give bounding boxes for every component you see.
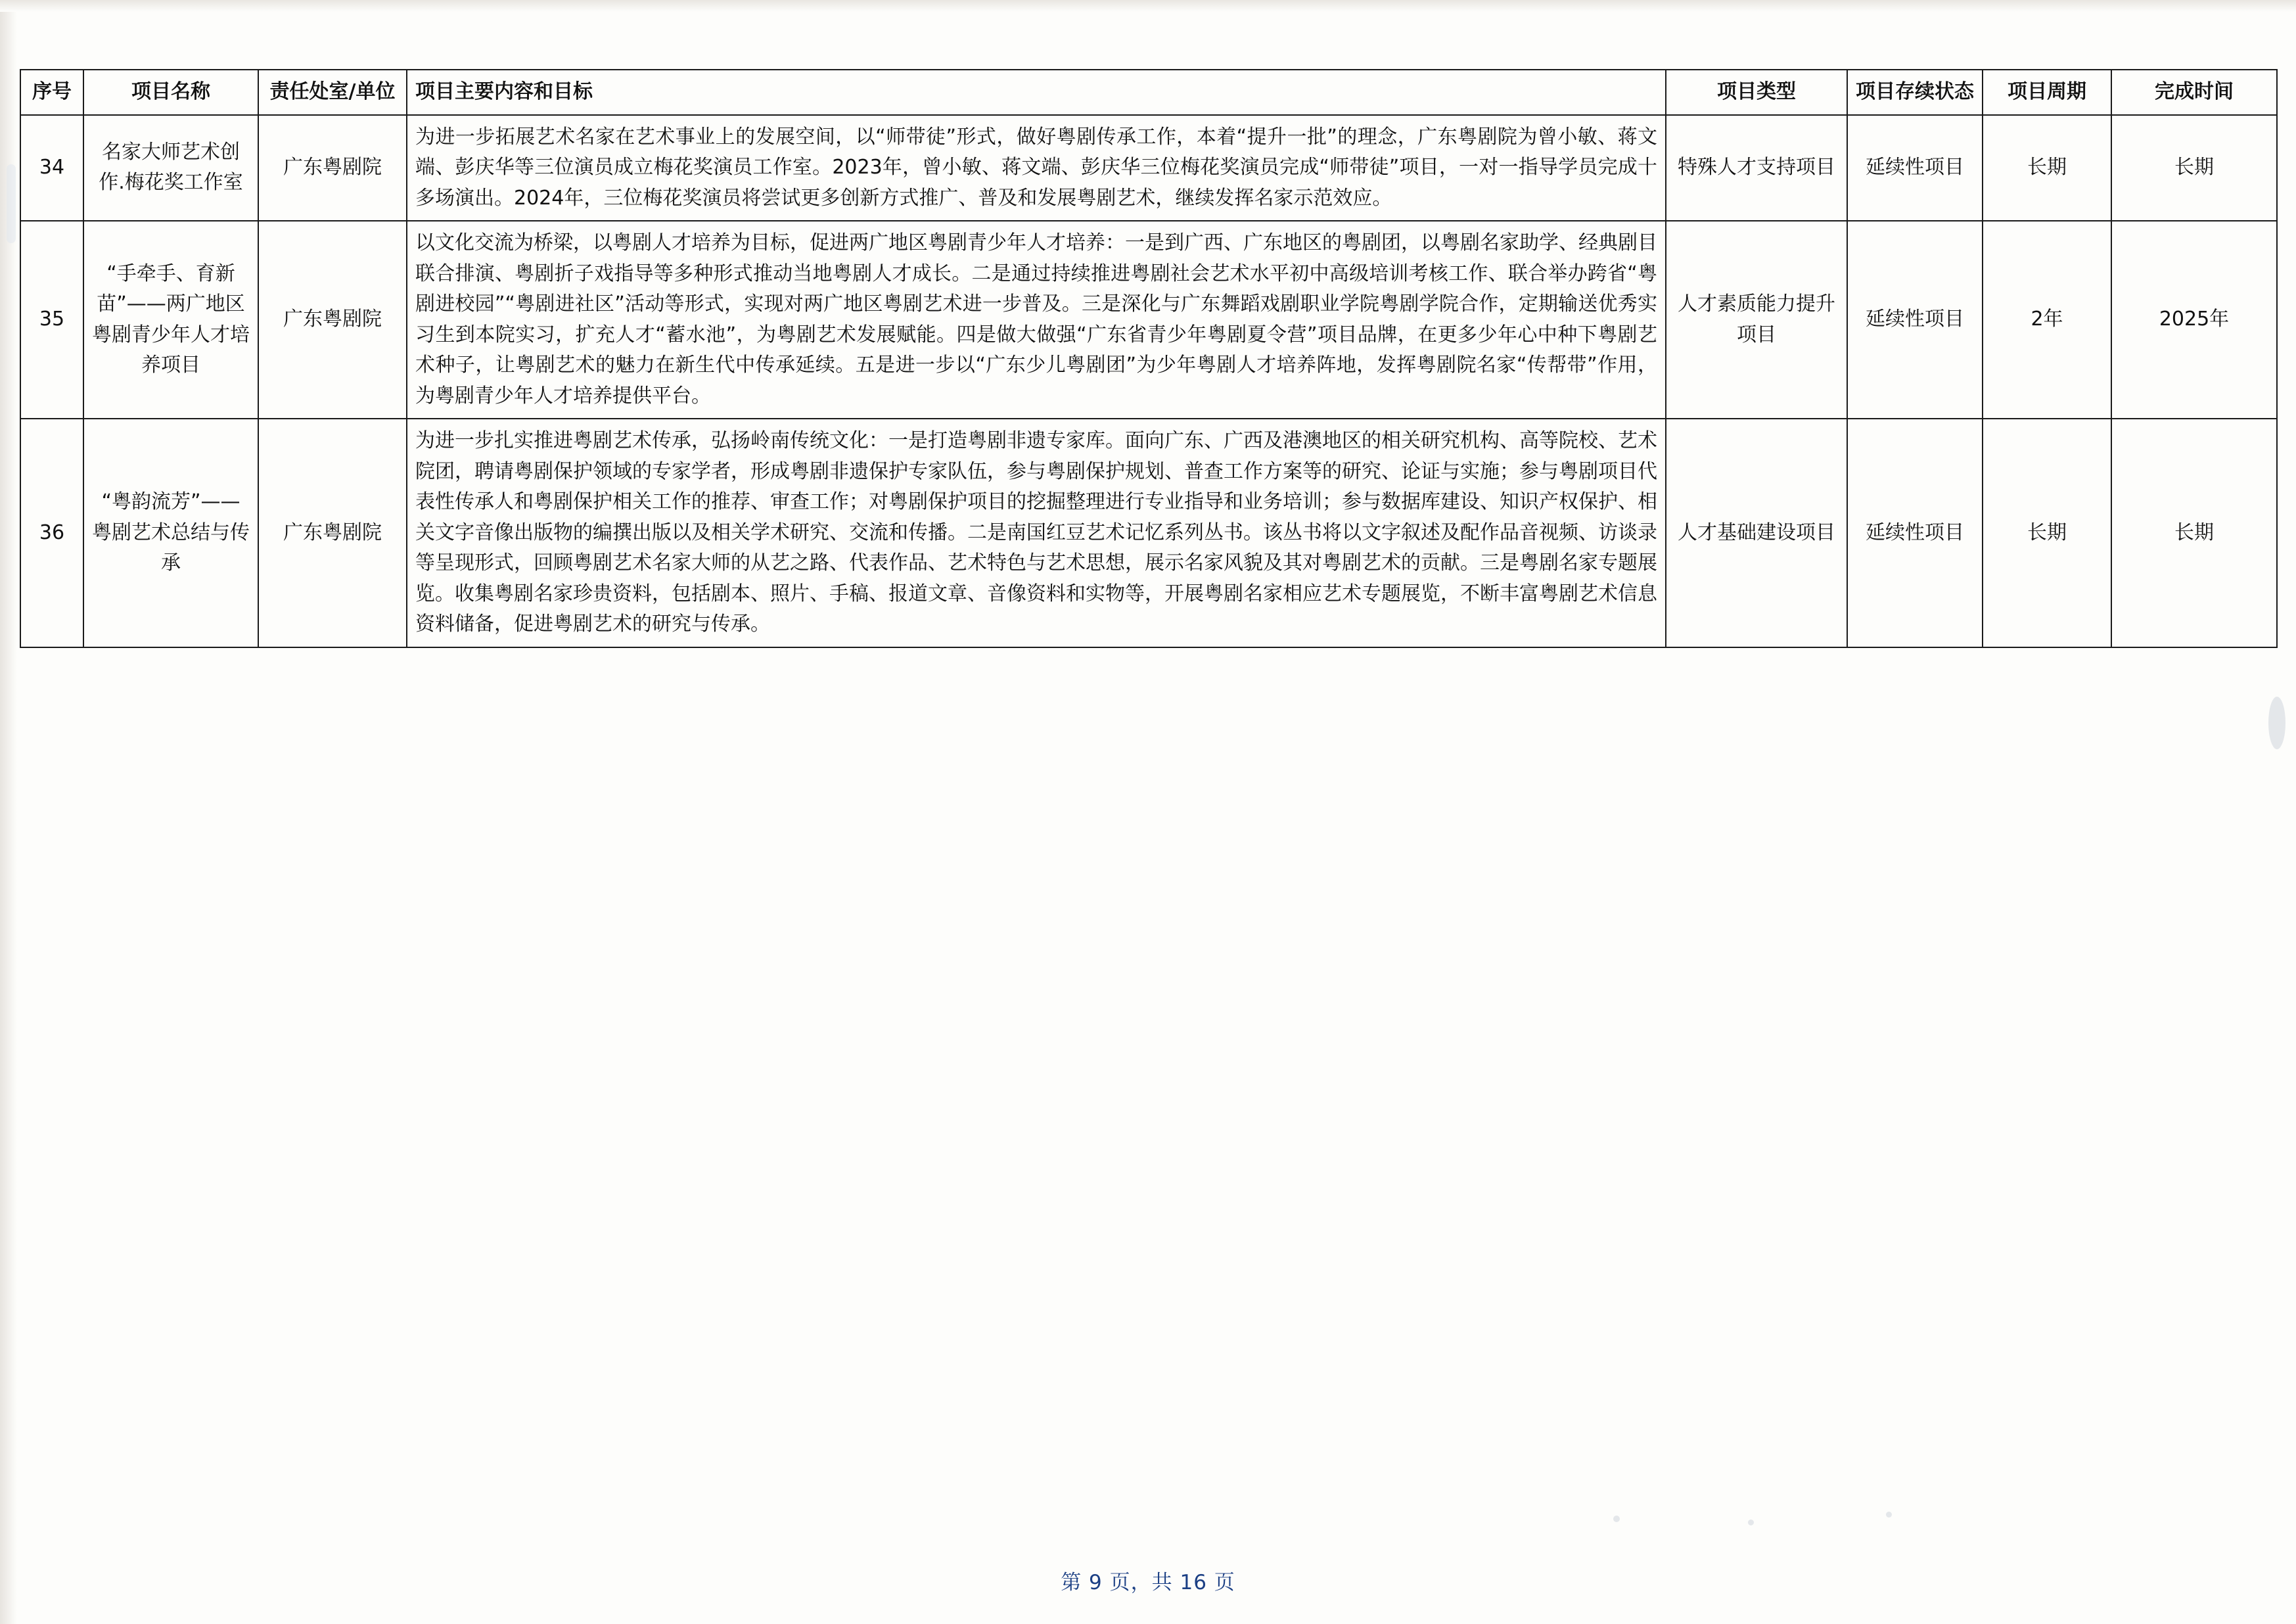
cell-name: “手牵手、育新苗”——两广地区粤剧青少年人才培养项目 [83,221,258,419]
table-row [20,419,2277,647]
cell-state: 延续性项目 [1847,419,1983,647]
scan-edge-left [0,0,17,1624]
column-header-dept: 责任处室/单位 [258,70,407,115]
cell-content: 以文化交流为桥梁，以粤剧人才培养为目标，促进两广地区粤剧青少年人才培养：一是到广西、广东地区的粤剧团，以粤剧名家助学、经典剧目联合排演、粤剧折子戏指导等多种形式推动当地粤剧人才成长。二是通过持续推进粤剧社会艺术水平初中高级培训考核工作、联合举办跨省“粤剧进校园”“粤剧进社区”活动等形式，实现对两广地区粤剧艺术进一步普及。三是深化与广东舞蹈戏剧职业学院粤剧学院合作，定期输送优秀实习生到本院实习，扩充人才“蓄水池”，为粤剧艺术发展赋能。四是做大做强“广东省青少年粤剧夏令营”项目品牌，在更多少年心中种下粤剧艺术种子，让粤剧艺术的魅力在新生代中传承延续。五是进一步以“广东少儿粤剧团”为少年粤剧人才培养阵地，发挥粤剧院名家“传帮带”作用，为粤剧青少年人才培养提供平台。 [407,221,1666,419]
cell-content: 为进一步拓展艺术名家在艺术事业上的发展空间，以“师带徒”形式，做好粤剧传承工作，本着“提升一批”的理念，广东粤剧院为曾小敏、蒋文端、彭庆华等三位演员成立梅花奖演员工作室。2023年，曾小敏、蒋文端、彭庆华三位梅花奖演员完成“师带徒”项目，一对一指导学员完成十多场演出。2024年，三位梅花奖演员将尝试更多创新方式推广、普及和发展粤剧艺术，继续发挥名家示范效应。 [407,115,1666,221]
cell-done: 长期 [2111,115,2277,221]
page-footer: 第 9 页，共 16 页 [1061,1571,1235,1594]
column-header-state: 项目存续状态 [1847,70,1983,115]
cell-seq: 36 [20,419,83,647]
cell-dept: 广东粤剧院 [258,115,407,221]
cell-dept: 广东粤剧院 [258,419,407,647]
scan-artifact [7,164,16,243]
cell-cycle: 长期 [1983,419,2111,647]
cell-type: 人才基础建设项目 [1666,419,1847,647]
table-row [20,221,2277,419]
cell-type: 人才素质能力提升项目 [1666,221,1847,419]
scan-artifact [2268,697,2285,749]
scan-edge-top [0,0,2296,12]
cell-seq: 35 [20,221,83,419]
column-header-type: 项目类型 [1666,70,1847,115]
column-header-seq: 序号 [20,70,83,115]
column-header-cycle: 项目周期 [1983,70,2111,115]
cell-state: 延续性项目 [1847,115,1983,221]
cell-type: 特殊人才支持项目 [1666,115,1847,221]
table-row [20,115,2277,221]
cell-cycle: 2年 [1983,221,2111,419]
cell-seq: 34 [20,115,83,221]
cell-state: 延续性项目 [1847,221,1983,419]
cell-done: 2025年 [2111,221,2277,419]
cell-done: 长期 [2111,419,2277,647]
column-header-name: 项目名称 [83,70,258,115]
scan-artifact [1613,1516,1620,1522]
scan-artifact [1748,1520,1754,1525]
cell-name: “粤韵流芳”——粤剧艺术总结与传承 [83,419,258,647]
cell-cycle: 长期 [1983,115,2111,221]
column-header-content: 项目主要内容和目标 [407,70,1666,115]
cell-name: 名家大师艺术创作.梅花奖工作室 [83,115,258,221]
column-header-done: 完成时间 [2111,70,2277,115]
table-header [20,70,2277,115]
table-header-row [20,70,2277,115]
cell-content: 为进一步扎实推进粤剧艺术传承，弘扬岭南传统文化：一是打造粤剧非遗专家库。面向广东、广西及港澳地区的相关研究机构、高等院校、艺术院团，聘请粤剧保护领域的专家学者，形成粤剧非遗保护专家队伍，参与粤剧保护规划、普查工作方案等的研究、论证与实施；参与粤剧项目代表性传承人和粤剧保护相关工作的推荐、审查工作；对粤剧保护项目的挖掘整理进行专业指导和业务培训；参与数据库建设、知识产权保护、相关文字音像出版物的编撰出版以及相关学术研究、交流和传播。二是南国红豆艺术记忆系列丛书。该丛书将以文字叙述及配作品音视频、访谈录等呈现形式，回顾粤剧艺术名家大师的从艺之路、代表作品、艺术特色与艺术思想，展示名家风貌及其对粤剧艺术的贡献。三是粤剧名家专题展览。收集粤剧名家珍贵资料，包括剧本、照片、手稿、报道文章、音像资料和实物等，开展粤剧名家相应艺术专题展览，不断丰富粤剧艺术信息资料储备，促进粤剧艺术的研究与传承。 [407,419,1666,647]
project-table [20,69,2278,648]
table-body [20,115,2277,647]
scan-artifact [1886,1512,1892,1518]
cell-dept: 广东粤剧院 [258,221,407,419]
